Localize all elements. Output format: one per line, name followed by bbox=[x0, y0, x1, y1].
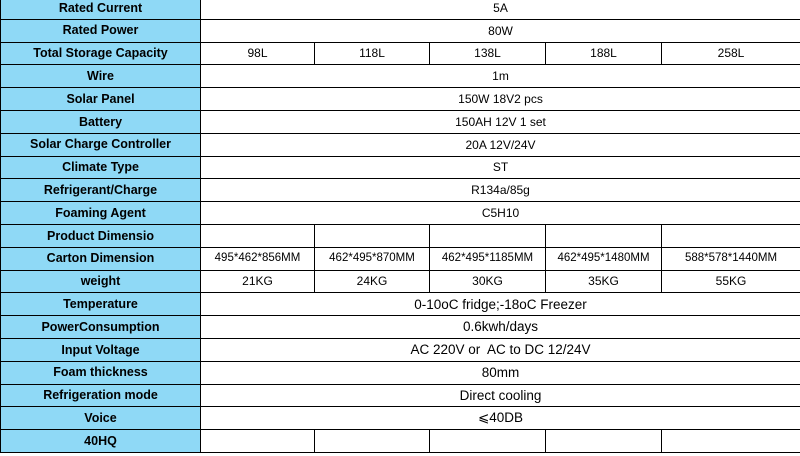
row-cell: 462*495*870MM bbox=[315, 247, 430, 270]
row-label: Temperature bbox=[1, 293, 201, 316]
row-cell: 98L bbox=[201, 42, 315, 65]
row-label: Product Dimensio bbox=[1, 224, 201, 247]
row-cell: 30KG bbox=[430, 270, 546, 293]
row-cell bbox=[546, 430, 662, 453]
row-cell: 55KG bbox=[662, 270, 800, 293]
table-row bbox=[1, 179, 800, 202]
table-row bbox=[1, 156, 800, 179]
row-label: Voice bbox=[1, 407, 201, 430]
row-label: PowerConsumption bbox=[1, 316, 201, 339]
row-cell: 21KG bbox=[201, 270, 315, 293]
row-value: 1m bbox=[201, 65, 800, 88]
row-label: Rated Power bbox=[1, 19, 201, 42]
table-row bbox=[1, 338, 800, 361]
row-cell bbox=[430, 224, 546, 247]
row-cell: 258L bbox=[662, 42, 800, 65]
row-label: Input Voltage bbox=[1, 338, 201, 361]
table-row bbox=[1, 19, 800, 42]
row-cell bbox=[546, 224, 662, 247]
row-cell: 24KG bbox=[315, 270, 430, 293]
row-value: 5A bbox=[201, 0, 800, 19]
row-cell bbox=[201, 430, 315, 453]
table-row bbox=[1, 224, 800, 247]
row-label: Wire bbox=[1, 65, 201, 88]
row-cell: 138L bbox=[430, 42, 546, 65]
row-value: ST bbox=[201, 156, 800, 179]
row-value: R134a/85g bbox=[201, 179, 800, 202]
row-label: Carton Dimension bbox=[1, 247, 201, 270]
table-row bbox=[1, 293, 800, 316]
table-row bbox=[1, 361, 800, 384]
table-row bbox=[1, 430, 800, 453]
table-row bbox=[1, 384, 800, 407]
table-row bbox=[1, 110, 800, 133]
row-value: ⩽40DB bbox=[201, 407, 800, 430]
row-cell: 495*462*856MM bbox=[201, 247, 315, 270]
row-label: Refrigerant/Charge bbox=[1, 179, 201, 202]
row-cell bbox=[662, 430, 800, 453]
row-label: Foam thickness bbox=[1, 361, 201, 384]
row-label: Rated Current bbox=[1, 0, 201, 19]
table-row bbox=[1, 42, 800, 65]
row-cell bbox=[315, 224, 430, 247]
row-cell bbox=[430, 430, 546, 453]
row-cell: 462*495*1185MM bbox=[430, 247, 546, 270]
row-label: Battery bbox=[1, 110, 201, 133]
table-row bbox=[1, 0, 800, 19]
row-label: Solar Charge Controller bbox=[1, 133, 201, 156]
table-row bbox=[1, 407, 800, 430]
table-row bbox=[1, 133, 800, 156]
row-value: 150W 18V2 pcs bbox=[201, 88, 800, 111]
table-row bbox=[1, 316, 800, 339]
row-value: 80mm bbox=[201, 361, 800, 384]
row-cell: 588*578*1440MM bbox=[662, 247, 800, 270]
row-label: Solar Panel bbox=[1, 88, 201, 111]
row-label: Total Storage Capacity bbox=[1, 42, 201, 65]
row-label: Foaming Agent bbox=[1, 202, 201, 225]
row-label: Refrigeration mode bbox=[1, 384, 201, 407]
row-value: 150AH 12V 1 set bbox=[201, 110, 800, 133]
row-cell: 462*495*1480MM bbox=[546, 247, 662, 270]
table-row bbox=[1, 65, 800, 88]
table-row bbox=[1, 202, 800, 225]
row-cell bbox=[201, 224, 315, 247]
row-value: 80W bbox=[201, 19, 800, 42]
row-value: AC 220V or AC to DC 12/24V bbox=[201, 338, 800, 361]
row-cell: 35KG bbox=[546, 270, 662, 293]
row-value: 20A 12V/24V bbox=[201, 133, 800, 156]
table-row bbox=[1, 247, 800, 270]
table-row bbox=[1, 88, 800, 111]
row-cell: 188L bbox=[546, 42, 662, 65]
row-value: Direct cooling bbox=[201, 384, 800, 407]
table-row bbox=[1, 270, 800, 293]
row-label: weight bbox=[1, 270, 201, 293]
row-value: 0.6kwh/days bbox=[201, 316, 800, 339]
row-value: C5H10 bbox=[201, 202, 800, 225]
row-label: Climate Type bbox=[1, 156, 201, 179]
row-cell bbox=[662, 224, 800, 247]
row-label: 40HQ bbox=[1, 430, 201, 453]
row-cell bbox=[315, 430, 430, 453]
row-cell: 118L bbox=[315, 42, 430, 65]
row-value: 0-10oC fridge;-18oC Freezer bbox=[201, 293, 800, 316]
